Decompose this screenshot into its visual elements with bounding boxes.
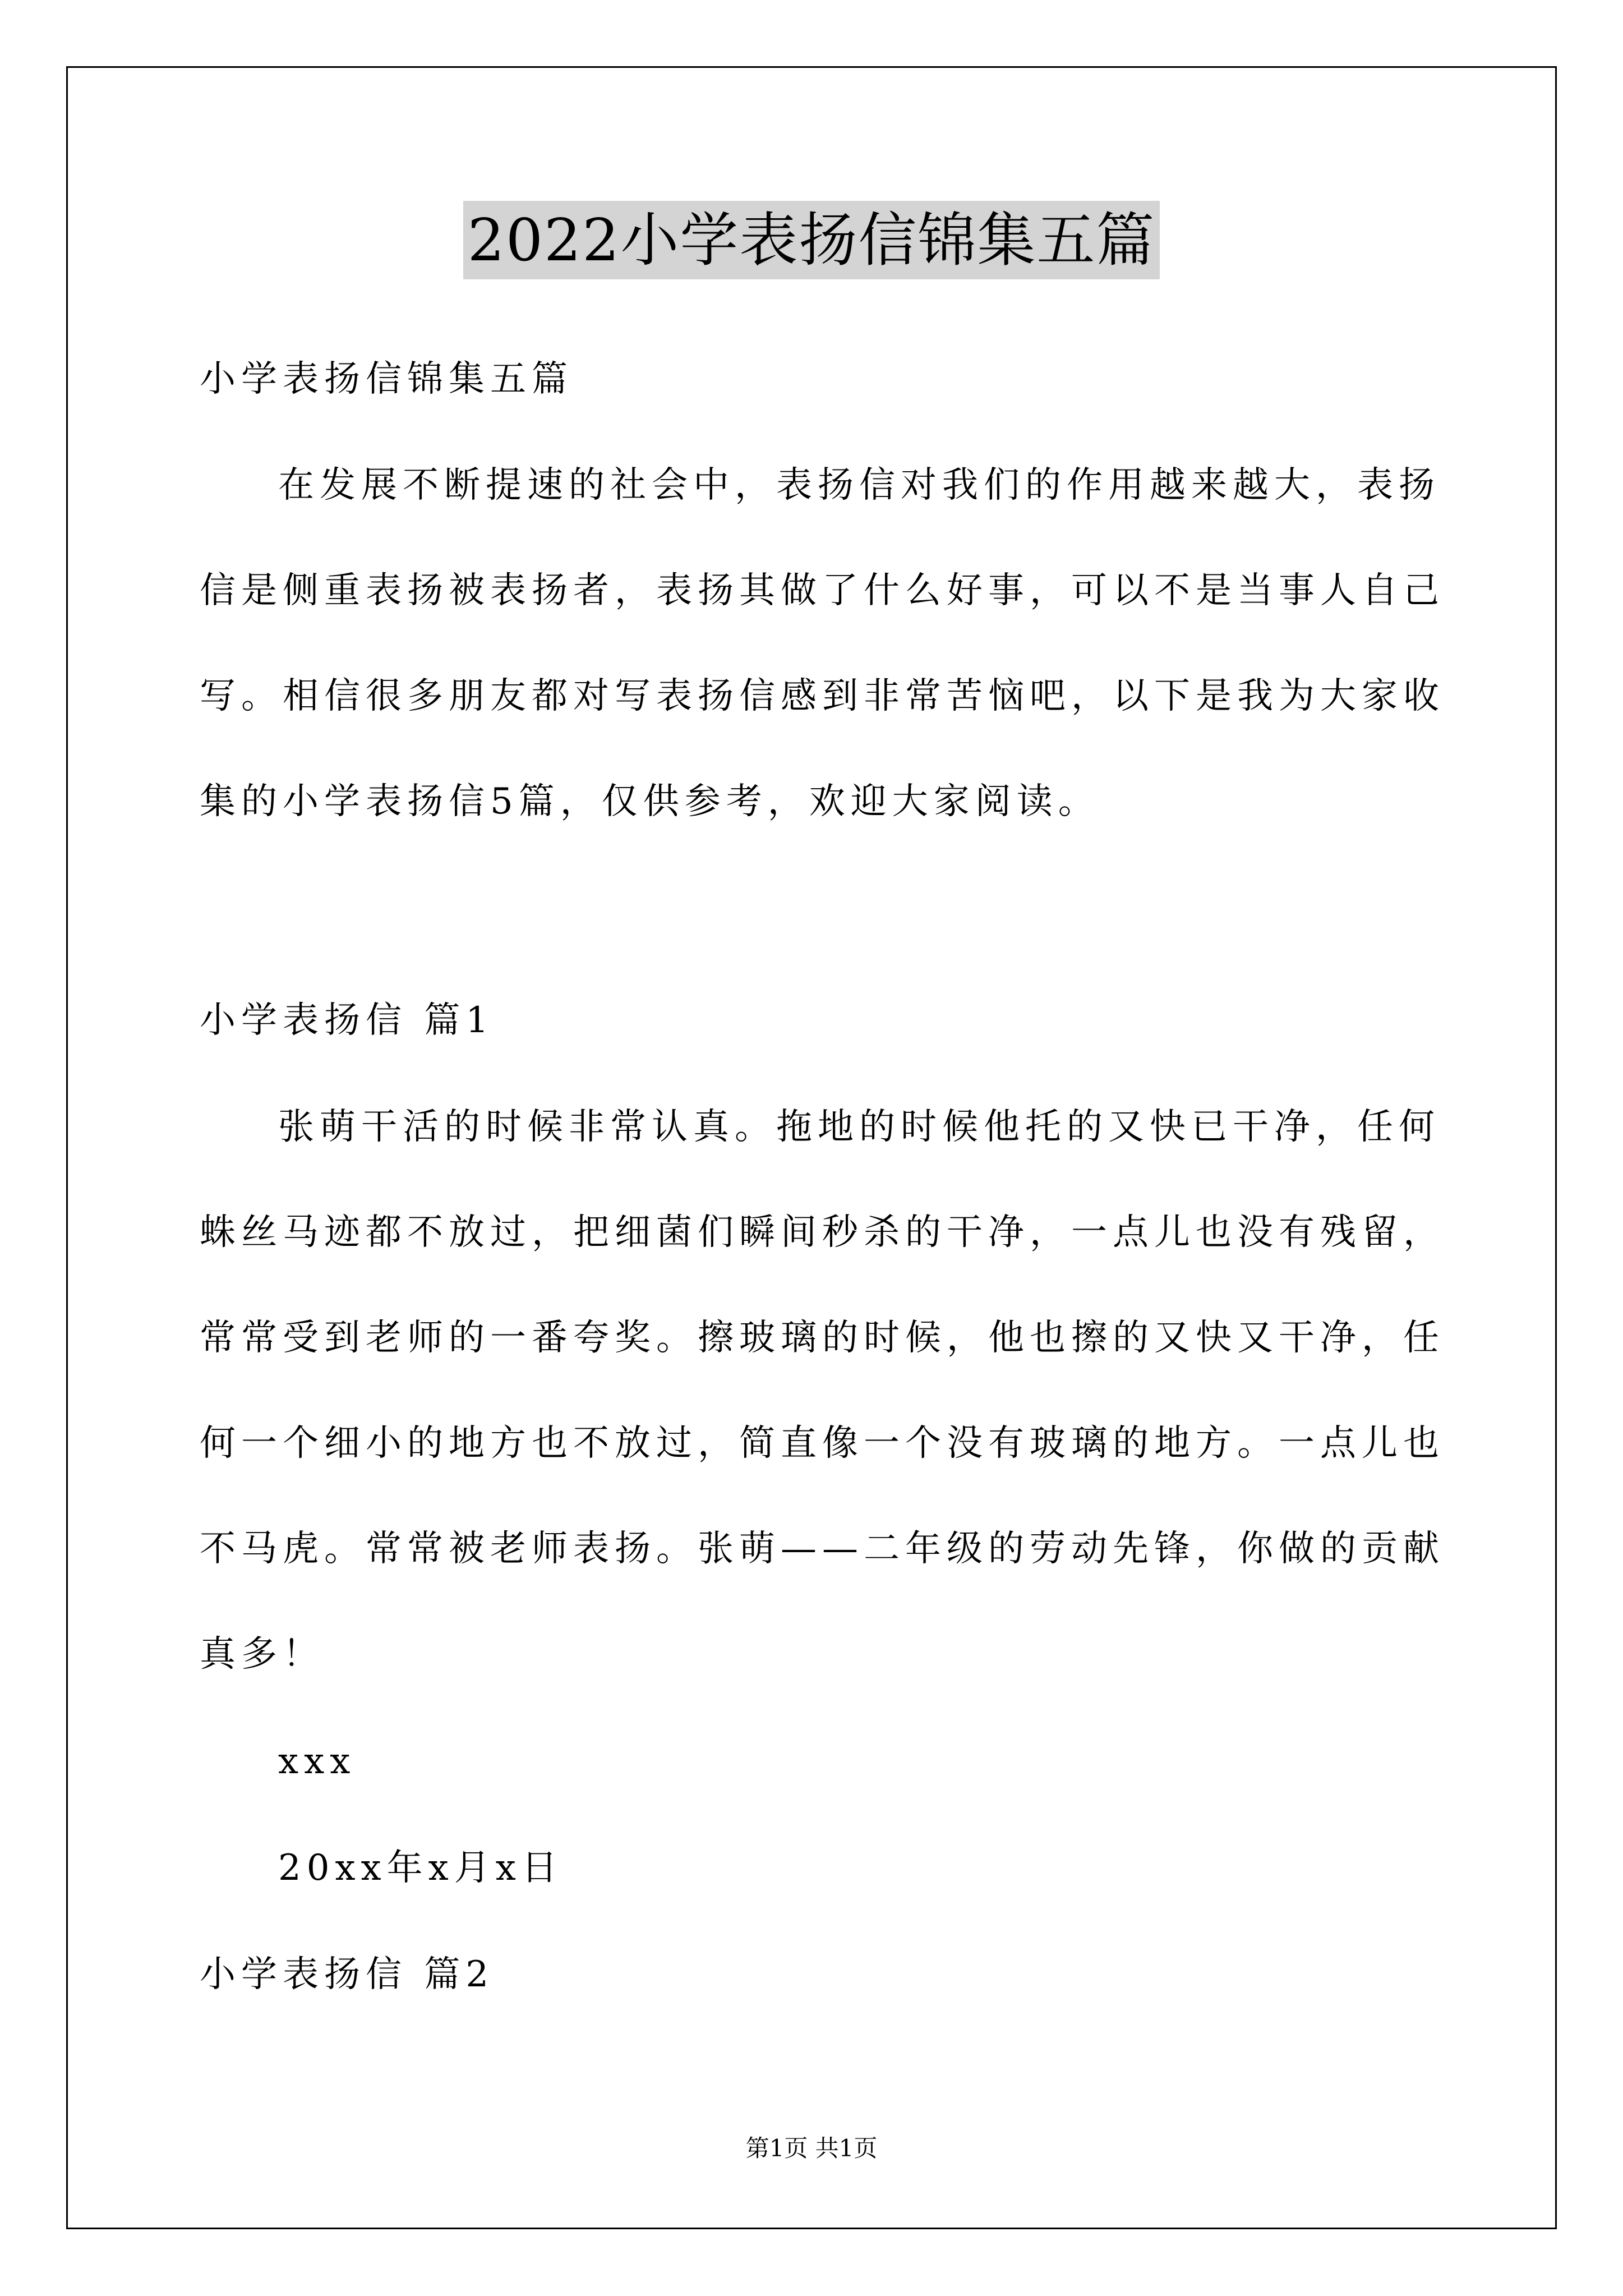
paragraph-line: 不马虎。常常被老师表扬。张萌——二年级的劳动先锋，你做的贡献 xyxy=(200,1528,1445,1570)
title-container xyxy=(0,201,1623,279)
paragraph-line: 张萌干活的时候非常认真。拖地的时候他托的又快已干净，任何 xyxy=(278,1106,1440,1148)
intro-line: 写。相信很多朋友都对写表扬信感到非常苦恼吧，以下是我为大家收 xyxy=(200,675,1445,717)
paragraph-line: 真多！ xyxy=(200,1634,324,1675)
document-title: 2022小学表扬信锦集五篇 xyxy=(463,201,1160,279)
paragraph-line: 常常受到老师的一番夸奖。擦玻璃的时候，他也擦的又快又干净，任 xyxy=(200,1317,1445,1359)
signature: xxx xyxy=(278,1741,356,1782)
intro-line: 集的小学表扬信5篇，仅供参考，欢迎大家阅读。 xyxy=(200,781,1100,822)
document-subtitle: 小学表扬信锦集五篇 xyxy=(200,358,573,400)
intro-line: 信是侧重表扬被表扬者，表扬其做了什么好事，可以不是当事人自己 xyxy=(200,570,1445,611)
section-heading: 小学表扬信 篇2 xyxy=(200,1954,495,1995)
intro-line: 在发展不断提速的社会中，表扬信对我们的作用越来越大，表扬 xyxy=(278,464,1440,506)
section-heading: 小学表扬信 篇1 xyxy=(200,1000,495,1041)
page-footer: 第1页 共1页 xyxy=(745,2134,878,2162)
paragraph-line: 蛛丝马迹都不放过，把细菌们瞬间秒杀的干净，一点儿也没有残留， xyxy=(200,1212,1445,1253)
paragraph-line: 何一个细小的地方也不放过，简直像一个没有玻璃的地方。一点儿也 xyxy=(200,1423,1445,1464)
date: 20xx年x月x日 xyxy=(278,1847,563,1889)
